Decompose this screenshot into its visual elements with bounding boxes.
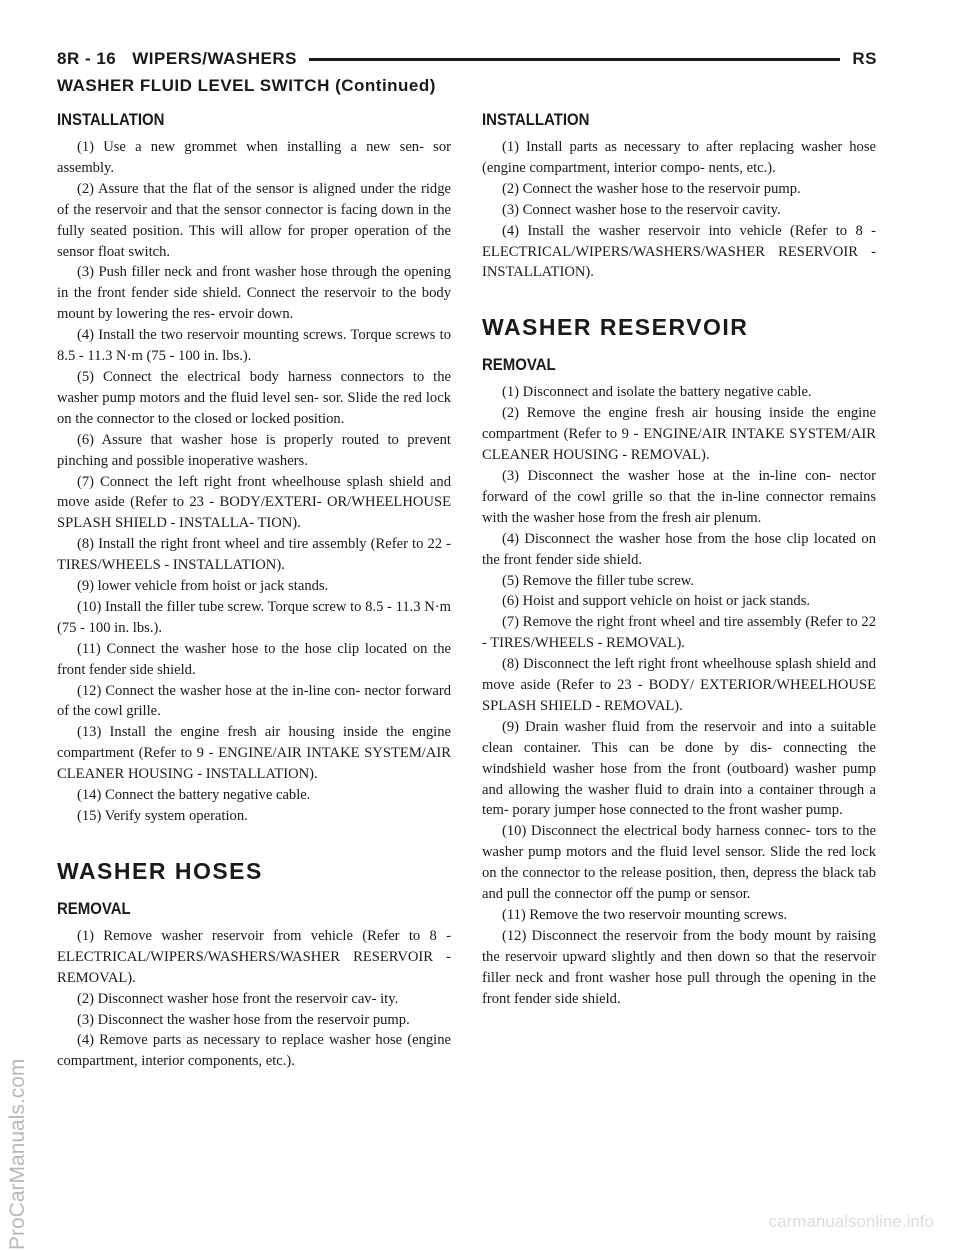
model-code: RS (852, 49, 877, 68)
procedure-step: (11) Connect the washer hose to the hose clip located on the front fender side shield. (57, 640, 451, 678)
continued-title: WASHER FLUID LEVEL SWITCH (Continued) (57, 76, 436, 95)
procedure-step: (1) Disconnect and isolate the battery negative cable. (502, 384, 812, 401)
installation-heading: INSTALLATION (57, 110, 165, 129)
procedure-step: (4) Remove parts as necessary to replace washer hose (engine compartment, interior components, etc.). (57, 1032, 451, 1070)
procedure-step: (6) Hoist and support vehicle on hoist or jack stands. (502, 593, 811, 610)
procedure-step: (12) Connect the washer hose at the in-line con- nector forward of the cowl grille. (57, 682, 451, 720)
procedure-step: (1) Use a new grommet when installing a new sen- sor assembly. (57, 139, 451, 176)
procedure-step: (15) Verify system operation. (77, 808, 248, 824)
procedure-step: (5) Connect the electrical body harness connectors to the washer pump motors and the fluid level sen- sor. Slide the red lock on the connector to the closed or locked position. (57, 368, 451, 427)
procedure-step: (4) Install the washer reservoir into vehicle (Refer to 8 - ELECTRICAL/WIPERS/WASHERS/WASHER RESERVOIR - INSTALLATION). (482, 222, 876, 281)
hoses-removal-heading: REMOVAL (57, 898, 131, 918)
procedure-step: (3) Push filler neck and front washer hose through the opening in the front fender side shield. Connect the reservoir to the body mount by lowering the res- ervoir down. (57, 264, 451, 323)
procedure-step: (1) Remove washer reservoir from vehicle (Refer to 8 - ELECTRICAL/WIPERS/WASHERS/WASHER RESERVOIR - REMOVAL). (57, 927, 451, 986)
procedure-step: (2) Assure that the flat of the sensor is aligned under the ridge of the reservoir and that the sensor connector is facing down in the fully seated position. This will allow for proper operation of the sensor float switch. (57, 180, 451, 260)
procedure-step: (2) Disconnect washer hose front the reservoir cav- ity. (77, 990, 399, 1007)
header-rule (309, 58, 840, 61)
washer-hoses-title: WASHER HOSES (57, 857, 263, 884)
procedure-step: (4) Install the two reservoir mounting screws. Torque screws to 8.5 - 11.3 N·m (75 - 100 in. lbs.). (57, 327, 451, 365)
procedure-step: (10) Install the filler tube screw. Torque screw to 8.5 - 11.3 N·m (75 - 100 in. lbs.). (57, 598, 451, 636)
procedure-step: (3) Connect washer hose to the reservoir cavity. (502, 201, 781, 218)
procedure-step: (3) Disconnect the washer hose from the reservoir pump. (77, 1011, 410, 1028)
procedure-step: (13) Install the engine fresh air housing inside the engine compartment (Refer to 9 - ENGINE/AIR INTAKE SYSTEM/AIR CLEANER HOUSING - INSTALLATION). (57, 724, 451, 783)
procedure-step: (14) Connect the battery negative cable. (77, 787, 311, 804)
footer-watermark: carmanualsonline.info (768, 1212, 934, 1231)
procedure-step: (1) Install parts as necessary to after replacing washer hose (engine compartment, interior compo- nents, etc.). (482, 139, 876, 176)
procedure-step: (8) Install the right front wheel and tire assembly (Refer to 22 - TIRES/WHEELS - INSTALLATION). (57, 536, 451, 574)
washer-reservoir-title: WASHER RESERVOIR (482, 314, 749, 341)
procedure-step: (4) Disconnect the washer hose from the hose clip located on the front fender side shield. (482, 530, 876, 568)
installation-steps (57, 137, 451, 827)
procedure-step: (7) Remove the right front wheel and tire assembly (Refer to 22 - TIRES/WHEELS - REMOVAL). (482, 614, 876, 652)
procedure-step: (2) Remove the engine fresh air housing inside the engine compartment (Refer to 9 - ENGINE/AIR INTAKE SYSTEM/AIR CLEANER HOUSING - REMOVAL). (482, 405, 876, 464)
procedure-step: (10) Disconnect the electrical body harness connec- tors to the washer pump motors and the fluid level sensor. Slide the red lock on the connector to the release position, then, depress the black tab and pull the connector off the pump or sensor. (482, 823, 876, 903)
procedure-step: (9) Drain washer fluid from the reservoir and into a suitable clean container. This can be done by dis- connecting the windshield washer hose from the front (outboard) washer pump and allowing the washer fluid to drain into a container through a tem- porary jumper hose connected to the front washer pump. (482, 718, 876, 819)
reservoir-removal-heading: REMOVAL (482, 355, 556, 375)
procedure-step: (6) Assure that washer hose is properly routed to prevent pinching and possible inoperative washers. (57, 431, 451, 469)
procedure-step: (3) Disconnect the washer hose at the in-line con- nector forward of the cowl grille so that the in-line connector remains with the washer hose from the fresh air plenum. (482, 467, 876, 526)
procedure-step: (5) Remove the filler tube screw. (502, 572, 694, 589)
procedure-step: (9) lower vehicle from hoist or jack stands. (77, 578, 329, 595)
page-header (57, 46, 877, 72)
section-title: WIPERS/WASHERS (132, 49, 297, 68)
page-number: 8R - 16 (57, 49, 117, 68)
right-column (482, 110, 876, 1010)
reservoir-removal-steps (482, 382, 876, 1009)
hoses-installation-steps (482, 137, 876, 283)
side-watermark: ProCarManuals.com (6, 1058, 29, 1250)
procedure-step: (12) Disconnect the reservoir from the body mount by raising the reservoir upward slightly and then down so that the reservoir filler neck and front washer hose pull through the opening in the front fender side shield. (482, 927, 876, 1007)
procedure-step: (7) Connect the left right front wheelhouse splash shield and move aside (Refer to 23 - BODY/EXTERI- OR/WHEELHOUSE SPLASH SHIELD - INSTALLA- TION). (57, 473, 451, 532)
procedure-step: (8) Disconnect the left right front wheelhouse splash shield and move aside (Refer to 23 - BODY/ EXTERIOR/WHEELHOUSE SPLASH SHIELD - REMOVAL). (482, 656, 876, 714)
left-column (57, 110, 451, 1072)
procedure-step: (11) Remove the two reservoir mounting screws. (502, 907, 788, 923)
hoses-removal-steps (57, 926, 451, 1072)
hoses-installation-heading: INSTALLATION (482, 110, 590, 129)
procedure-step: (2) Connect the washer hose to the reservoir pump. (502, 180, 801, 197)
